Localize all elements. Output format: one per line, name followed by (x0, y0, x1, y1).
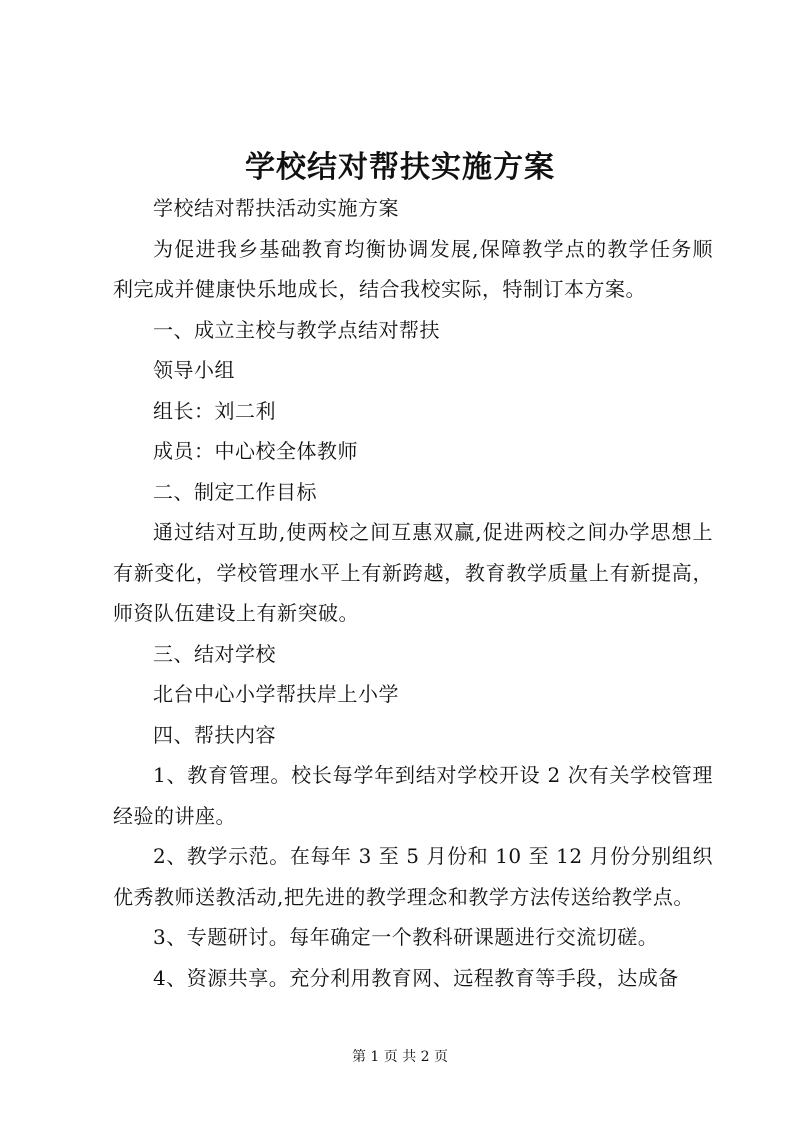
section-heading-4: 四、帮扶内容 (153, 722, 276, 747)
document-body (113, 188, 713, 998)
paragraph-goals: 通过结对互助,使两校之间互惠双赢,促进两校之间办学思想上有新变化，学校管理水平上有新跨越，教育教学质量上有新提高，师资队伍建设上有新突破。 (113, 520, 713, 625)
paragraph-item-4: 4、资源共享。充分利用教育网、远程教育等手段，达成备 (153, 965, 679, 990)
paragraph-intro: 为促进我乡基础教育均衡协调发展,保障教学点的教学任务顺利完成并健康快乐地成长，结合我校实际，特制订本方案。 (113, 236, 713, 301)
section-heading-2: 二、制定工作目标 (153, 479, 317, 504)
paragraph-item-2: 2、教学示范。在每年 3 至 5 月份和 10 至 12 月份分别组织优秀教师送教活动,把先进的教学理念和教学方法传送给教学点。 (113, 844, 713, 909)
paragraph-leader: 组长：刘二利 (153, 398, 276, 423)
paragraph-members: 成员：中心校全体教师 (153, 439, 358, 463)
paragraph-leadership: 领导小组 (153, 358, 235, 382)
page-footer: 第 1 页 共 2 页 (351, 1049, 449, 1065)
paragraph-item-3: 3、专题研讨。每年确定一个教科研课题进行交流切磋。 (153, 925, 659, 949)
document-title: 学校结对帮扶实施方案 (245, 150, 555, 185)
paragraph-item-1: 1、教育管理。校长每学年到结对学校开设 2 次有关学校管理经验的讲座。 (113, 763, 713, 828)
section-heading-1: 一、成立主校与教学点结对帮扶 (153, 317, 440, 342)
paragraph-schools: 北台中心小学帮扶岸上小学 (153, 682, 399, 706)
paragraph-subtitle: 学校结对帮扶活动实施方案 (153, 196, 399, 220)
section-heading-3: 三、结对学校 (153, 641, 276, 666)
